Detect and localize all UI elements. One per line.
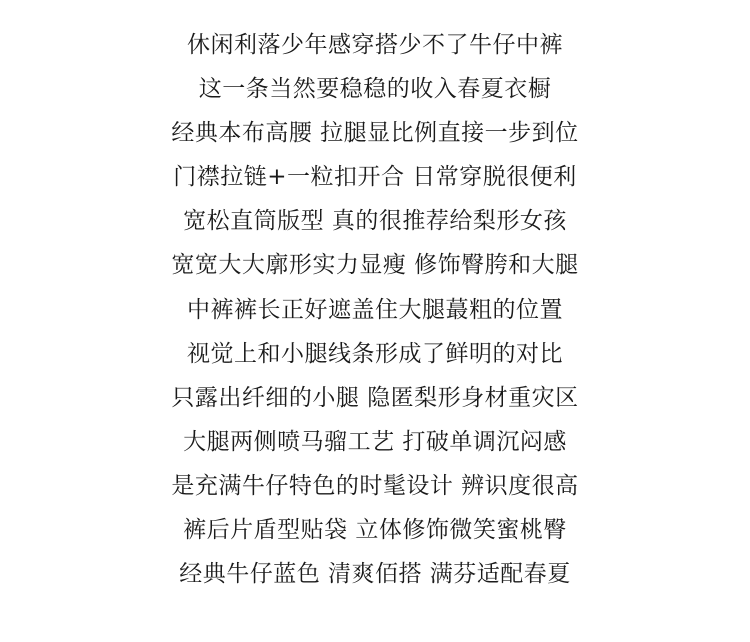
description-line: 休闲利落少年感穿搭少不了牛仔中裤 (187, 32, 563, 58)
description-line: 门襟拉链+一粒扣开合 日常穿脱很便利 (173, 164, 577, 191)
description-line: 这一条当然要稳稳的收入春夏衣橱 (198, 76, 552, 103)
description-line: 裤后片盾型贴袋 立体修饰微笑蜜桃臀 (183, 517, 567, 544)
description-line: 是充满牛仔特色的时髦设计 辨识度很高 (171, 472, 579, 499)
product-description (0, 23, 750, 596)
description-line: 视觉上和小腿线条形成了鲜明的对比 (187, 340, 563, 367)
description-line: 宽宽大大廓形实力显瘦 修饰臀胯和大腿 (171, 252, 579, 279)
description-line: 中裤裤长正好遮盖住大腿蕞粗的位置 (187, 296, 563, 323)
description-line: 大腿两侧喷马骝工艺 打破单调沉闷感 (183, 428, 567, 455)
description-line: 宽松直筒版型 真的很推荐给梨形女孩 (183, 208, 567, 235)
description-line: 经典本布高腰 拉腿显比例直接一步到位 (171, 120, 579, 147)
description-line: 经典牛仔蓝色 清爽佰搭 满芬适配春夏 (179, 561, 571, 588)
description-line: 只露出纤细的小腿 隐匿梨形身材重灾区 (171, 384, 579, 411)
